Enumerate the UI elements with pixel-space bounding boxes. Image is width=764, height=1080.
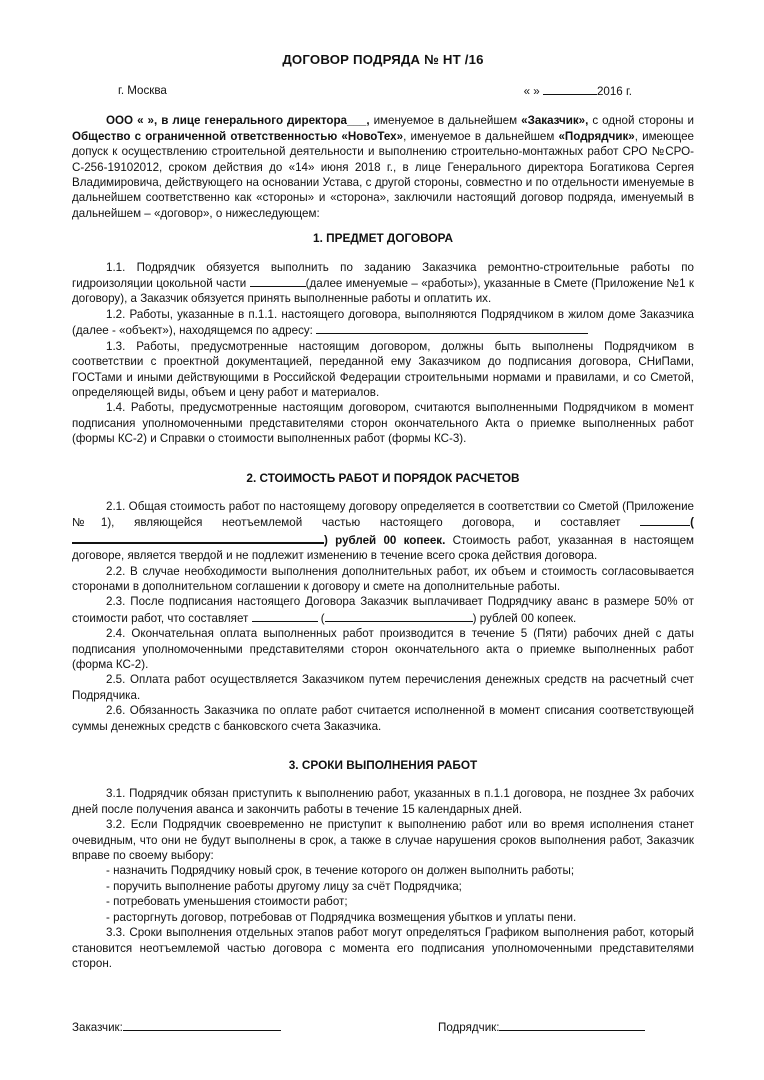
customer-label: «Заказчик»,	[521, 114, 589, 128]
city: г. Москва	[118, 84, 167, 98]
clause-2-1	[72, 499, 694, 564]
clause-3-2: 3.2. Если Подрядчик своевременно не приступит к выполнению работ или во время исполнения станет очевидным, что они не будут выполнены в срок, а также в случае нарушения сроков выполнения работ, Заказчик вправе по своему выбору:	[72, 818, 694, 863]
clause-2-2: 2.2. В случае необходимости выполнения дополнительных работ, их объем и стоимость согласовывается сторонами в дополнительном соглашении к договору и смете на дополнительные работы.	[72, 564, 694, 593]
spacer	[72, 734, 694, 748]
clause-3-3: 3.3. Сроки выполнения отдельных этапов работ могут определяться Графиком выполнения работ, который становится неотъемлемой частью договора с момента его подписания уполномоченными представителями сторон.	[72, 926, 694, 970]
amount-currency: ) рублей 00 копеек.	[324, 533, 446, 547]
clause-3-1: 3.1. Подрядчик обязан приступить к выполнению работ, указанных в п.1.1 договора, не позднее 3х рабочих дней после получения аванса и закончить работы в течение 15 календарных дней.	[72, 787, 694, 816]
amount-open-paren: (	[690, 516, 694, 530]
list-item: - поручить выполнение работы другому лицу за счёт Подрядчика;	[106, 879, 462, 893]
customer-signature	[72, 1018, 281, 1035]
clause-1-2	[72, 307, 694, 339]
section-3-title: 3. СРОКИ ВЫПОЛНЕНИЯ РАБОТ	[288, 758, 478, 773]
clause-text: (далее именуемые – «работы»), указанные в Смете (Приложение №1 к договору), а Заказчик обязуется принять выполненные работы и оплатить их.	[72, 277, 694, 306]
list-item: - потребовать уменьшения стоимости работ;	[106, 895, 348, 909]
preamble-text: с одной стороны и	[588, 114, 694, 128]
signature-line	[123, 1018, 281, 1031]
spacer	[72, 447, 694, 461]
signature-line	[499, 1018, 645, 1031]
clause-text: 2.3. После подписания настоящего Договора Заказчик выплачивает Подрядчику аванс в размере 50% от стоимости работ, что составляет	[72, 595, 694, 625]
contractor-label: «Подрядчик»	[558, 129, 635, 143]
preamble-paragraph	[72, 113, 694, 221]
clause-2-5: 2.5. Оплата работ осуществляется Заказчиком путем перечисления денежных средств на расчетный счет Подрядчика.	[72, 673, 694, 702]
signature-block	[72, 1018, 694, 1036]
clause-text: 1.2. Работы, указанные в п.1.1. настоящего договора, выполняются Подрядчиком в жилом доме Заказчика (далее - «объект»), находящемся по адресу:	[72, 307, 694, 338]
list-item: - расторгнуть договор, потребовав от Подрядчика возмещения убытков и уплаты пени.	[106, 910, 577, 924]
contractor-signature-label: Подрядчик:	[438, 1021, 500, 1034]
contract-page	[72, 52, 694, 971]
amount-blank	[640, 514, 690, 526]
clause-text: Стоимость работ, указанная в настоящем договоре, является твердой и не подлежит изменению в течение всего срока действия договора.	[72, 533, 694, 563]
date-year: 2016 г.	[596, 85, 632, 99]
contract-date	[524, 83, 632, 99]
contractor-signature	[438, 1018, 645, 1035]
address-blank	[316, 322, 588, 334]
contractor-name: Общество с ограниченной ответственностью «НовоТех»	[72, 129, 404, 143]
advance-blank	[252, 610, 318, 622]
clause-1-4: 1.4. Работы, предусмотренные настоящим договором, считаются выполненными Подрядчиком в момент подписания уполномоченными представителями сторон окончательного Акта о приемке выполненных работ (формы КС-2) и Справки о стоимости выполненных работ (формы КС-3).	[72, 401, 694, 446]
advance-open-paren: (	[317, 611, 325, 625]
preamble-text: именуемое в дальнейшем	[369, 114, 522, 128]
clause-2-3	[72, 594, 694, 626]
clause-1-3: 1.3. Работы, предусмотренные настоящим договором, должны быть выполнены Подрядчиком в соответствии с проектной документацией, переданной ему Заказчиком до подписания договора, СНиПами, ГОСТами и иными действующими в Российской Федерации строительными нормами и правилами, и со Сметой, определяющей виды, объем и цену работ и материалов.	[72, 339, 694, 399]
list-item: - назначить Подрядчику новый срок, в течение которого он должен выполнить работы;	[106, 864, 575, 878]
blank-field	[250, 275, 306, 287]
city-date-row	[72, 83, 694, 99]
section-1-title: 1. ПРЕДМЕТ ДОГОВОРА	[313, 231, 453, 246]
clause-2-6: 2.6. Обязанность Заказчика по оплате работ считается исполненной в момент списания соответствующей суммы денежных средств с банковского счета Заказчика.	[72, 704, 694, 733]
clause-2-4: 2.4. Окончательная оплата выполненных работ производится в течение 5 (Пяти) рабочих дней с даты подписания уполномоченными представителями сторон окончательного акта о приемке выполненных работ (форма КС-2).	[72, 627, 694, 671]
customer-signature-label: Заказчик:	[72, 1021, 123, 1034]
date-month-blank	[543, 83, 597, 95]
clause-text: ) рублей 00 копеек.	[472, 611, 577, 625]
document-title: ДОГОВОР ПОДРЯДА № НТ /16	[282, 52, 484, 67]
amount-words-blank	[72, 531, 324, 544]
clause-1-1	[72, 260, 694, 307]
preamble-text: , имеющее допуск к осуществлению строительной деятельности и выполнению строительно-монтажных работ СРО №СРО-С-256-19102012, сроком действия до «14» июня 2018 г., в лице Генерального директора Богатикова Сергея Владимировича, действующего на основании Устава, с другой стороны, совместно и по отдельности именуемые в дальнейшем соответственно как «стороны» и «сторона», заключили настоящий договор подряда, именуемый в дальнейшем – «договор», о нижеследующем:	[72, 129, 695, 220]
section-2-title: 2. СТОИМОСТЬ РАБОТ И ПОРЯДОК РАСЧЕТОВ	[246, 470, 520, 485]
customer-name: ООО « », в лице генерального директора___,	[106, 114, 370, 128]
clause-text: 1.1. Подрядчик обязуется выполнить по заданию Заказчика ремонтно-строительные работы по гидроизоляции цокольной части	[72, 260, 694, 291]
clause-text: 2.1. Общая стоимость работ по настоящему договору определяется в соответствии со Сметой (Приложение №1), являющейся неотъемлемой частью настоящего договора, и составляет	[72, 499, 694, 530]
date-day: « »	[523, 85, 540, 99]
preamble-text: , именуемое в дальнейшем	[403, 129, 559, 143]
advance-words-blank	[325, 610, 473, 622]
